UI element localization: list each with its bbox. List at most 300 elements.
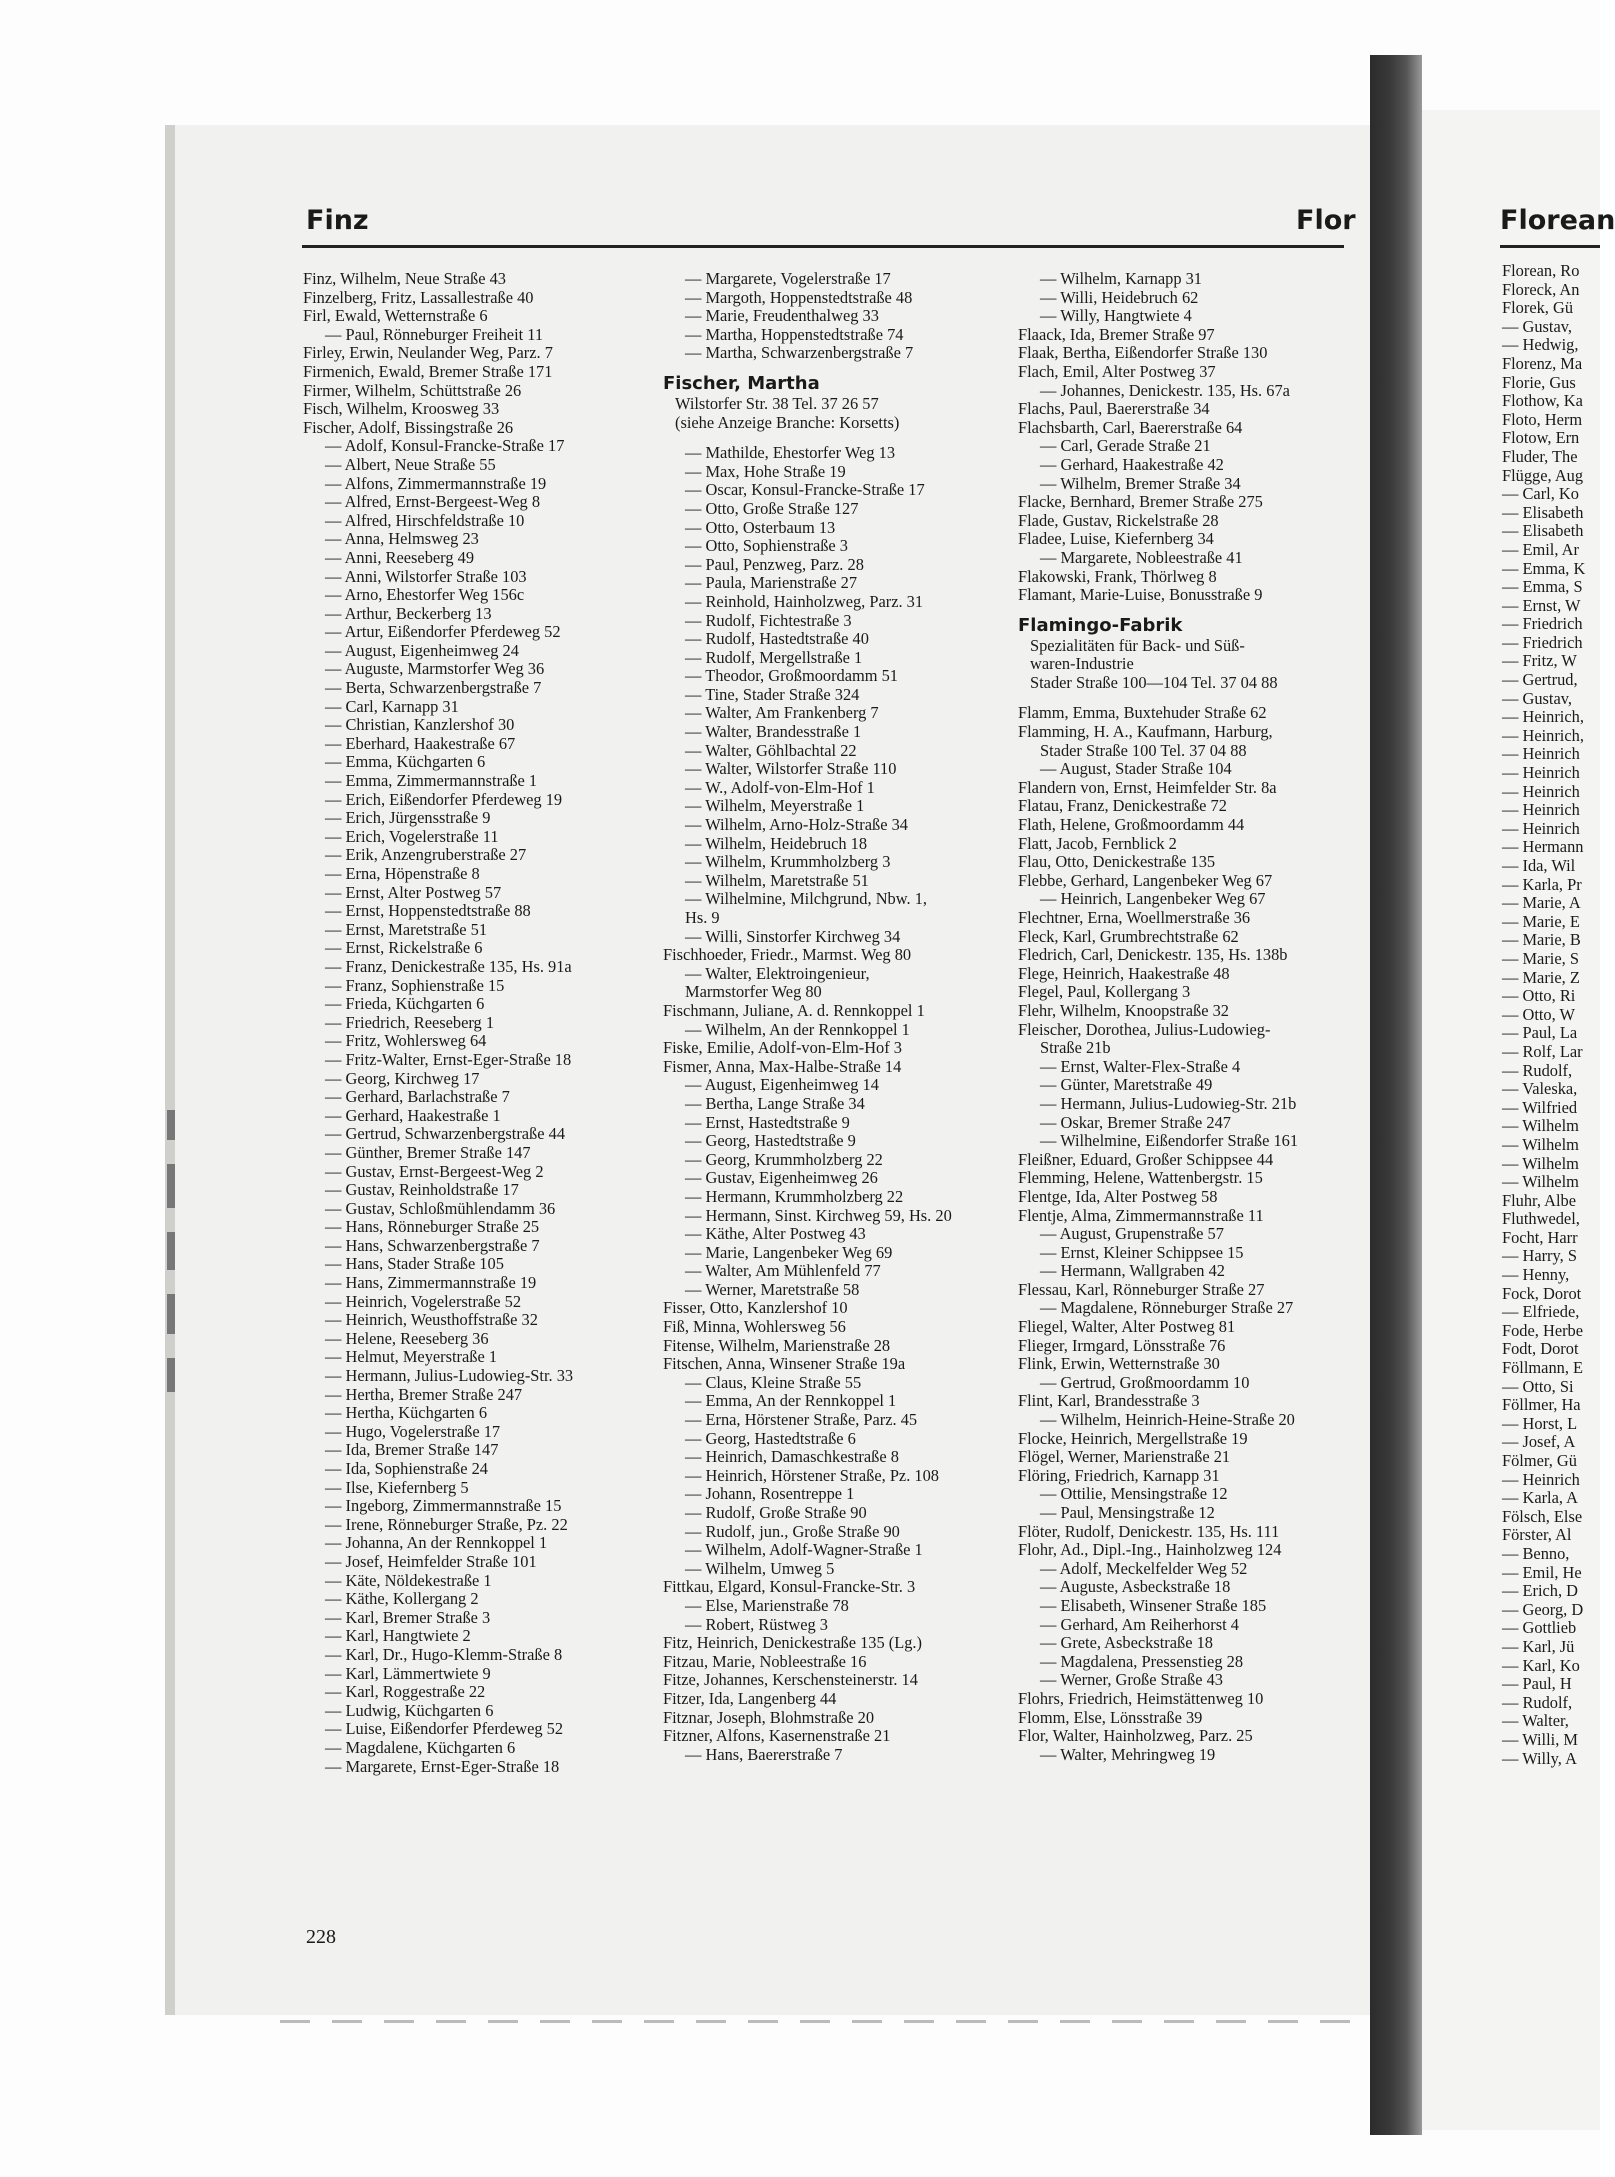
directory-entry: Flach, Emil, Alter Postweg 37 [1018,361,1216,381]
advertisement-entry [663,373,1003,432]
next-page-entry: — Hermann [1502,837,1584,857]
directory-entry: — W., Adolf-von-Elm-Hof 1 [685,777,875,797]
next-page-entry: — Heinrich [1502,763,1580,783]
directory-entry: — Paula, Marienstraße 27 [685,573,858,593]
directory-entry: — Otto, Sophienstraße 3 [685,536,848,556]
directory-entry: Flohrs, Friedrich, Heimstättenweg 10 [1018,1688,1264,1708]
next-page-entry: — Josef, A [1502,1432,1576,1452]
directory-entry: — Paul, Rönneburger Freiheit 11 [325,324,544,344]
next-page-entry: — Elfriede, [1502,1302,1580,1322]
directory-entry: — Georg, Krummholzberg 22 [685,1149,883,1169]
directory-entry: Flehr, Wilhelm, Knoopstraße 32 [1018,1000,1229,1020]
directory-entry: Straße 21b [1040,1038,1111,1058]
directory-entry: — Wilhelm, Umweg 5 [685,1558,835,1578]
directory-entry: — Hugo, Vogelerstraße 17 [325,1421,501,1441]
directory-entry: Flebbe, Gerhard, Langenbeker Weg 67 [1018,870,1273,890]
next-page-entry: — Henny, [1502,1265,1570,1285]
next-page-entry: — Valeska, [1502,1079,1578,1099]
directory-entry: — Josef, Heimfelder Straße 101 [325,1551,537,1571]
directory-entry: Flaack, Ida, Bremer Straße 97 [1018,324,1215,344]
directory-entry: — Rudolf, Große Straße 90 [685,1503,867,1522]
directory-entry: Fischer, Adolf, Bissingstraße 26 [303,417,514,437]
directory-entry: — Heinrich, Damaschkestraße 8 [685,1447,899,1467]
directory-entry: Firley, Erwin, Neulander Weg, Parz. 7 [303,343,553,363]
next-page-entry: — Georg, D [1502,1599,1584,1619]
next-page-entry: Floto, Herm [1502,409,1583,429]
next-page-entry: — Rudolf, [1502,1060,1573,1080]
next-page-entry: Flothow, Ka [1502,391,1583,411]
directory-entry: — Magdalena, Pressenstieg 28 [1040,1651,1244,1671]
directory-entry: — Emma, Küchgarten 6 [325,752,486,772]
directory-entry: Flege, Heinrich, Haakestraße 48 [1018,963,1230,983]
column-1 [303,270,643,1776]
directory-entry: Fitz, Heinrich, Denickestraße 135 (Lg.) [663,1633,922,1653]
directory-entry: — Reinhold, Hainholzweg, Parz. 31 [685,591,924,611]
next-page-entry: — Heinrich [1502,818,1580,838]
advertisement-title: Flamingo-Fabrik [1018,614,1183,636]
next-page-entry: — Carl, Ko [1502,484,1579,504]
next-page-entry: — Horst, L [1502,1413,1578,1433]
directory-entry: Fischmann, Juliane, A. d. Rennkoppel 1 [663,1000,925,1020]
next-page-entry: — Otto, Ri [1502,986,1576,1006]
directory-entry: — Johann, Rosentreppe 1 [685,1484,855,1504]
advertisement-line: Stader Straße 100—104 Tel. 37 04 88 [1030,672,1278,692]
directory-entry: Hs. 9 [685,908,720,927]
directory-entry: Flegel, Paul, Kollergang 3 [1018,982,1191,1002]
directory-entry: — Claus, Kleine Straße 55 [685,1372,862,1392]
directory-entry: — Wilhelm, Heinrich-Heine-Straße 20 [1040,1410,1295,1430]
directory-entry: — Ilse, Kiefernberg 5 [325,1477,469,1497]
directory-entry: — Auguste, Marmstorfer Weg 36 [325,659,545,679]
directory-entry: — Margarete, Nobleestraße 41 [1040,547,1243,567]
directory-entry: — Gustav, Reinholdstraße 17 [325,1180,519,1200]
next-page-entry: Fock, Dorot [1502,1283,1582,1303]
next-page-entry: — Heinrich [1502,800,1580,820]
directory-entry: — Alfred, Hirschfeldstraße 10 [325,510,525,530]
next-page-entry: — Karla, Pr [1502,874,1582,894]
next-page-entry: Fode, Herbe [1502,1320,1584,1340]
next-page-entry: — Marie, Z [1502,967,1580,987]
directory-entry: — Walter, Wilstorfer Straße 110 [685,759,897,779]
directory-entry: — Gustav, Eigenheimweg 26 [685,1168,878,1188]
next-page-column [1502,262,1600,1768]
directory-entry: Firl, Ewald, Wetternstraße 6 [303,306,488,326]
advertisement-line: waren-Industrie [1030,654,1134,674]
next-page-entry: — Willy, A [1502,1748,1577,1768]
next-page-entry: Fluhr, Albe [1502,1190,1577,1210]
directory-entry: Flamm, Emma, Buxtehuder Straße 62 [1018,703,1267,723]
directory-entry: — Willy, Hangtwiete 4 [1040,306,1192,326]
next-page-entry: — Rolf, Lar [1502,1041,1583,1061]
next-page-entry: — Paul, La [1502,1023,1578,1043]
directory-entry: — Martha, Schwarzenbergstraße 7 [685,343,914,363]
book-gutter [1370,55,1422,2135]
column-2 [663,270,1003,1764]
directory-entry: Flaak, Bertha, Eißendorfer Straße 130 [1018,343,1268,363]
next-page-entry: — Walter, [1502,1711,1569,1731]
advertisement-line: (siehe Anzeige Branche: Korsetts) [675,412,900,432]
next-page-entry: — Elisabeth [1502,521,1584,541]
directory-entry: — Rudolf, Fichtestraße 3 [685,610,852,630]
next-page-entry: Focht, Harr [1502,1227,1578,1247]
directory-entry: — Arno, Ehestorfer Weg 156c [325,585,525,605]
header-right: Flor [1296,205,1356,236]
directory-entry: — Else, Marienstraße 78 [685,1595,849,1615]
directory-entry: Flau, Otto, Denickestraße 135 [1018,852,1216,872]
directory-entry: — Anni, Reeseberg 49 [325,547,475,567]
directory-entry: Fitznar, Joseph, Blohmstraße 20 [663,1707,875,1727]
directory-entry: Flomm, Else, Lönsstraße 39 [1018,1707,1203,1727]
directory-entry: Marmstorfer Weg 80 [685,982,822,1002]
next-page-entry: — Willi, M [1502,1729,1578,1749]
directory-entry: — Emma, An der Rennkoppel 1 [685,1391,897,1411]
directory-entry: — Fritz-Walter, Ernst-Eger-Straße 18 [325,1049,572,1069]
directory-entry: Firmer, Wilhelm, Schüttstraße 26 [303,380,522,400]
directory-entry: Fitzer, Ida, Langenberg 44 [663,1688,837,1708]
directory-entry: Flohr, Ad., Dipl.-Ing., Hainholzweg 124 [1018,1540,1282,1560]
next-page-entry: — Benno, [1502,1543,1570,1563]
next-page-entry: — Wilhelm [1502,1172,1579,1192]
header-left: Finz [306,205,369,236]
next-page-entry: — Karl, Jü [1502,1636,1575,1656]
directory-entry: Fitze, Johannes, Kerschensteinerstr. 14 [663,1670,918,1690]
directory-entry: — Walter, Am Mühlenfeld 77 [685,1261,881,1281]
directory-entry: — Hans, Schwarzenbergstraße 7 [325,1235,540,1255]
directory-entry: — Karl, Roggestraße 22 [325,1682,486,1702]
directory-entry: Fitense, Wilhelm, Marienstraße 28 [663,1335,891,1355]
next-page-entry: Florek, Gü [1502,298,1574,318]
directory-entry: Fisch, Wilhelm, Kroosweg 33 [303,399,500,419]
next-page-entry: — Marie, S [1502,948,1579,968]
directory-entry: Fleißner, Eduard, Großer Schippsee 44 [1018,1149,1274,1169]
directory-entry: — Margoth, Hoppenstedtstraße 48 [685,287,913,307]
next-page-entry: Fodt, Dorot [1502,1339,1579,1359]
next-page-entry: Flügge, Aug [1502,465,1584,485]
directory-entry: Fismer, Anna, Max-Halbe-Straße 14 [663,1056,902,1076]
next-page-entry: — Otto, W [1502,1004,1575,1024]
directory-entry: — Walter, Brandesstraße 1 [685,722,862,742]
directory-entry: — Luise, Eißendorfer Pferdeweg 52 [325,1719,564,1739]
directory-entry: — Ernst, Rickelstraße 6 [325,938,483,958]
directory-entry: Finzelberg, Fritz, Lassallestraße 40 [303,287,534,307]
next-page-entry: — Fritz, W [1502,651,1577,671]
directory-entry: Flade, Gustav, Rickelstraße 28 [1018,510,1219,530]
directory-entry: — Emma, Zimmermannstraße 1 [325,771,538,791]
directory-entry: — Alfred, Ernst-Bergeest-Weg 8 [325,492,541,512]
next-page-entry: — Wilhelm [1502,1116,1579,1136]
next-page-entry: — Gustav, [1502,688,1572,708]
directory-entry: — Hermann, Krummholzberg 22 [685,1186,904,1206]
directory-entry: — Erich, Vogelerstraße 11 [325,826,499,846]
directory-entry: — Erik, Anzengruberstraße 27 [325,845,527,865]
directory-entry: — Käthe, Kollergang 2 [325,1589,479,1609]
directory-entry: — Marie, Freudenthalweg 33 [685,306,879,326]
directory-entry: Flakowski, Frank, Thörlweg 8 [1018,566,1217,586]
directory-entry: — Günter, Maretstraße 49 [1040,1075,1213,1095]
directory-entry: — Karl, Hangtwiete 2 [325,1626,471,1646]
next-page-entry: — Emma, S [1502,577,1583,597]
directory-entry: — Wilhelm, Maretstraße 51 [685,870,869,890]
advertisement-entry [1018,615,1358,693]
directory-entry: — Walter, Göhlbachtal 22 [685,740,857,760]
next-page-entry: Florie, Gus [1502,372,1576,392]
directory-entry: — Christian, Kanzlershof 30 [325,715,515,735]
directory-entry: — Erich, Eißendorfer Pferdeweg 19 [325,789,563,809]
directory-entry: — Otto, Große Straße 127 [685,498,859,518]
directory-entry: — Otto, Osterbaum 13 [685,517,836,537]
directory-entry: — Hans, Rönneburger Straße 25 [325,1217,540,1237]
next-page-entry: — Heinrich, [1502,725,1584,745]
directory-entry: — Max, Hohe Straße 19 [685,461,846,481]
directory-entry: — Margarete, Vogelerstraße 17 [685,269,891,288]
directory-entry: — Hermann, Wallgraben 42 [1040,1261,1225,1281]
directory-entry: — Helene, Reeseberg 36 [325,1328,489,1348]
directory-entry: Fisser, Otto, Kanzlershof 10 [663,1298,848,1318]
directory-entry: — Hermann, Sinst. Kirchweg 59, Hs. 20 [685,1205,952,1225]
directory-entry: — Wilhelm, Bremer Straße 34 [1040,473,1241,493]
directory-entry: — Hertha, Küchgarten 6 [325,1403,488,1423]
directory-entry: Flachsbarth, Carl, Baererstraße 64 [1018,417,1243,437]
directory-entry: — Wilhelm, Krummholzberg 3 [685,852,891,872]
directory-entry: — Magdalene, Küchgarten 6 [325,1737,516,1757]
directory-entry: — Heinrich, Hörstener Straße, Pz. 108 [685,1465,939,1485]
directory-entry: Flatt, Jacob, Fernblick 2 [1018,833,1177,853]
directory-entry: — Hermann, Julius-Ludowieg-Str. 21b [1040,1093,1297,1113]
directory-entry: — Fritz, Wohlersweg 64 [325,1031,487,1051]
directory-entry: — Ernst, Alter Postweg 57 [325,882,502,902]
directory-entry: Flöter, Rudolf, Denickestr. 135, Hs. 111 [1018,1521,1280,1541]
directory-entry: — August, Stader Straße 104 [1040,759,1232,779]
directory-entry: Flacke, Bernhard, Bremer Straße 275 [1018,492,1263,512]
directory-entry: — Heinrich, Weusthoffstraße 32 [325,1310,538,1330]
directory-entry: — Irene, Rönneburger Straße, Pz. 22 [325,1514,568,1534]
next-page-entry: — Friedrich [1502,632,1583,652]
margin-marks [167,1110,177,1416]
next-page-entry: — Heinrich [1502,744,1580,764]
directory-entry: Finz, Wilhelm, Neue Straße 43 [303,269,506,288]
next-page-entry: — Ida, Wil [1502,856,1576,875]
directory-entry: Flöring, Friedrich, Karnapp 31 [1018,1465,1220,1485]
next-page-entry: — Karla, A [1502,1488,1579,1508]
directory-entry: — August, Eigenheimweg 14 [685,1075,879,1095]
directory-entry: Fleischer, Dorothea, Julius-Ludowieg- [1018,1019,1271,1039]
directory-entry: Fladee, Luise, Kiefernberg 34 [1018,529,1214,549]
directory-entry: Fitzau, Marie, Nobleestraße 16 [663,1651,867,1671]
directory-entry: — Mathilde, Ehestorfer Weg 13 [685,443,896,463]
directory-entry: — Wilhelm, Heidebruch 18 [685,833,868,853]
directory-entry: — Ernst, Hastedtstraße 9 [685,1112,850,1132]
next-page-entry: — Heinrich, [1502,707,1584,727]
directory-entry: Fischhoeder, Friedr., Marmst. Weg 80 [663,945,912,965]
directory-entry: Firmenich, Ewald, Bremer Straße 171 [303,361,553,381]
directory-entry: — Oskar, Bremer Straße 247 [1040,1112,1231,1132]
next-page-entry: — Harry, S [1502,1246,1577,1266]
next-page-entry: Flotow, Ern [1502,428,1580,448]
directory-entry: — Rudolf, jun., Große Straße 90 [685,1521,900,1541]
directory-entry: — Arthur, Beckerberg 13 [325,603,492,623]
directory-entry: — Wilhelm, An der Rennkoppel 1 [685,1019,910,1039]
directory-entry: — Johanna, An der Rennkoppel 1 [325,1533,548,1553]
directory-entry: — Bertha, Lange Straße 34 [685,1093,865,1113]
directory-entry: — Ernst, Maretstraße 51 [325,919,488,939]
next-page-entry: — Ernst, W [1502,595,1581,615]
directory-entry: — Franz, Sophienstraße 15 [325,975,505,995]
directory-entry: Flessau, Karl, Rönneburger Straße 27 [1018,1279,1265,1299]
directory-entry: — Erich, Jürgensstraße 9 [325,808,491,828]
directory-entry: Stader Straße 100 Tel. 37 04 88 [1040,740,1247,760]
directory-entry: — Berta, Schwarzenbergstraße 7 [325,678,542,698]
directory-entry: — Günther, Bremer Straße 147 [325,1142,531,1162]
directory-entry: — Hermann, Julius-Ludowieg-Str. 33 [325,1366,574,1386]
next-page-entry: Florenz, Ma [1502,353,1583,373]
directory-entry: — Gerhard, Haakestraße 42 [1040,454,1224,474]
directory-entry: — Hans, Zimmermannstraße 19 [325,1273,537,1293]
directory-entry: — Gerhard, Haakestraße 1 [325,1105,501,1125]
directory-entry: Fliegel, Walter, Alter Postweg 81 [1018,1317,1236,1337]
directory-entry: — Wilhelmine, Milchgrund, Nbw. 1, [685,889,927,909]
directory-entry: Flath, Helene, Großmoordamm 44 [1018,815,1245,835]
directory-entry: — Georg, Kirchweg 17 [325,1068,480,1088]
next-page-entry: — Emil, Ar [1502,539,1579,559]
directory-entry: — Werner, Maretstraße 58 [685,1279,860,1299]
directory-entry: — Elisabeth, Winsener Straße 185 [1040,1595,1267,1615]
directory-entry: — Walter, Mehringweg 19 [1040,1744,1216,1764]
directory-entry: — August, Grupenstraße 57 [1040,1224,1224,1244]
directory-entry: — Käte, Nöldekestraße 1 [325,1570,492,1590]
directory-entry: — Heinrich, Langenbeker Weg 67 [1040,889,1266,909]
directory-entry: — Gustav, Schloßmühlendamm 36 [325,1198,556,1218]
next-page-entry: — Emma, K [1502,558,1586,578]
directory-entry: — Gertrud, Schwarzenbergstraße 44 [325,1124,566,1144]
directory-entry: — Oscar, Konsul-Francke-Straße 17 [685,480,925,500]
next-page-entry: — Otto, Si [1502,1376,1574,1396]
next-page-entry: — Marie, B [1502,930,1581,950]
directory-entry: — Margarete, Ernst-Eger-Straße 18 [325,1756,560,1776]
directory-entry: Flor, Walter, Hainholzweg, Parz. 25 [1018,1726,1253,1746]
directory-entry: — Anna, Helmsweg 23 [325,529,479,549]
directory-entry: — Ida, Bremer Straße 147 [325,1440,499,1460]
next-page-entry: — Marie, E [1502,911,1580,931]
directory-entry: — Anni, Wilstorfer Straße 103 [325,566,527,586]
directory-entry: Flentge, Ida, Alter Postweg 58 [1018,1186,1218,1206]
directory-entry: Fledrich, Carl, Denickestr. 135, Hs. 138b [1018,945,1288,965]
directory-entry: — Georg, Hastedtstraße 9 [685,1131,856,1151]
next-page-entry: — Hedwig, [1502,335,1579,355]
directory-entry: — Karl, Dr., Hugo-Klemm-Straße 8 [325,1644,563,1664]
directory-entry: Fleck, Karl, Grumbrechtstraße 62 [1018,926,1239,946]
next-page-entry: Florean, Ro [1502,261,1580,280]
next-page-entry: — Rudolf, [1502,1692,1573,1712]
next-page-entry: — Elisabeth [1502,502,1584,522]
next-page-entry: — Heinrich [1502,781,1580,801]
directory-entry: — Erna, Höpenstraße 8 [325,864,480,883]
next-page-entry: Fölmer, Gü [1502,1451,1577,1470]
directory-entry: — Magdalene, Rönneburger Straße 27 [1040,1298,1294,1318]
directory-entry: Flink, Erwin, Wetternstraße 30 [1018,1354,1220,1374]
directory-entry: Fitschen, Anna, Winsener Straße 19a [663,1354,906,1374]
next-page-entry: — Gustav, [1502,316,1572,336]
directory-entry: Fittkau, Elgard, Konsul-Francke-Str. 3 [663,1577,916,1597]
next-page-entry: — Friedrich [1502,614,1583,634]
directory-entry: Flachs, Paul, Baererstraße 34 [1018,399,1210,419]
directory-entry: — Hans, Stader Straße 105 [325,1254,504,1274]
next-page-entry: — Wilhelm [1502,1153,1579,1173]
directory-entry: — Paul, Mensingstraße 12 [1040,1503,1215,1522]
directory-entry: — Karl, Bremer Straße 3 [325,1607,491,1627]
directory-entry: — Wilhelm, Meyerstraße 1 [685,796,865,816]
directory-entry: Flamant, Marie-Luise, Bonusstraße 9 [1018,585,1263,605]
directory-entry: — Wilhelm, Adolf-Wagner-Straße 1 [685,1540,923,1560]
directory-entry: — Adolf, Meckelfelder Weg 52 [1040,1558,1248,1578]
directory-entry: — Albert, Neue Straße 55 [325,454,496,474]
directory-entry: — Adolf, Konsul-Francke-Straße 17 [325,436,565,456]
directory-entry: Flemming, Helene, Wattenbergstr. 15 [1018,1168,1263,1188]
next-page-entry: — Gottlieb [1502,1618,1577,1638]
directory-entry: Flentje, Alma, Zimmermannstraße 11 [1018,1205,1264,1225]
advertisement-line: Spezialitäten für Back- und Süß- [1030,635,1245,655]
directory-entry: — Wilhelm, Arno-Holz-Straße 34 [685,815,909,835]
header-rule [302,245,1344,248]
next-page-entry: Fölsch, Else [1502,1506,1583,1526]
advertisement-line: Wilstorfer Str. 38 Tel. 37 26 57 [675,393,879,413]
directory-entry: — Helmut, Meyerstraße 1 [325,1347,498,1367]
directory-entry: — Ernst, Kleiner Schippsee 15 [1040,1242,1244,1262]
next-page-header: Florean [1500,205,1615,236]
directory-entry: Flocke, Heinrich, Mergellstraße 19 [1018,1428,1248,1448]
next-page-entry: Föllmann, E [1502,1358,1584,1378]
next-page-entry: — Wilfried [1502,1097,1578,1117]
directory-entry: — Rudolf, Mergellstraße 1 [685,647,863,667]
directory-entry: — Artur, Eißendorfer Pferdeweg 52 [325,622,561,642]
directory-entry: — Heinrich, Vogelerstraße 52 [325,1291,522,1311]
next-page-entry: — Gertrud, [1502,670,1578,690]
directory-entry: — Ernst, Walter-Flex-Straße 4 [1040,1056,1241,1076]
directory-entry: — August, Eigenheimweg 24 [325,640,519,660]
directory-entry: — Georg, Hastedtstraße 6 [685,1428,856,1448]
directory-entry: — Hans, Baererstraße 7 [685,1744,843,1764]
directory-entry: — Hertha, Bremer Straße 247 [325,1384,523,1404]
directory-entry: Flatau, Franz, Denickestraße 72 [1018,796,1227,816]
directory-entry: — Franz, Denickestraße 135, Hs. 91a [325,956,572,976]
directory-entry: Fiß, Minna, Wohlersweg 56 [663,1317,846,1337]
next-page-entry: — Paul, H [1502,1674,1572,1694]
directory-entry: Fitzner, Alfons, Kasernenstraße 21 [663,1726,891,1746]
directory-entry: — Gerhard, Barlachstraße 7 [325,1087,510,1107]
directory-entry: — Alfons, Zimmermannstraße 19 [325,473,547,493]
directory-entry: — Walter, Elektroingenieur, [685,963,870,983]
directory-entry: — Ida, Sophienstraße 24 [325,1459,488,1478]
directory-entry: Flint, Karl, Brandesstraße 3 [1018,1391,1200,1411]
next-page-entry: — Emil, He [1502,1562,1582,1582]
directory-entry: Fiske, Emilie, Adolf-von-Elm-Hof 3 [663,1038,903,1058]
directory-entry: — Eberhard, Haakestraße 67 [325,733,516,753]
directory-entry: — Wilhelmine, Eißendorfer Straße 161 [1040,1131,1299,1151]
directory-entry: Flechtner, Erna, Woellmerstraße 36 [1018,908,1251,927]
directory-entry: — Friedrich, Reeseberg 1 [325,1012,495,1032]
advertisement-title: Fischer, Martha [663,372,820,394]
directory-entry: — Robert, Rüstweg 3 [685,1614,828,1634]
next-page-entry: Floreck, An [1502,279,1580,299]
next-page-rule [1500,245,1600,248]
directory-entry: — Willi, Sinstorfer Kirchweg 34 [685,926,901,946]
page-edge-shadow [165,125,175,2015]
directory-entry: — Martha, Hoppenstedtstraße 74 [685,324,904,344]
directory-entry: — Paul, Penzweg, Parz. 28 [685,554,864,574]
directory-entry: Flieger, Irmgard, Lönsstraße 76 [1018,1335,1226,1355]
directory-entry: — Willi, Heidebruch 62 [1040,287,1199,307]
directory-entry: — Ottilie, Mensingstraße 12 [1040,1484,1228,1504]
directory-entry: — Grete, Asbeckstraße 18 [1040,1633,1213,1653]
